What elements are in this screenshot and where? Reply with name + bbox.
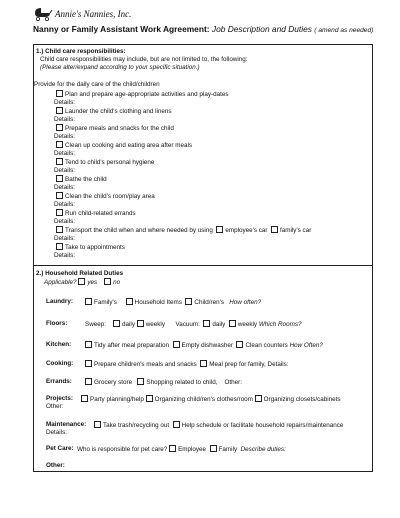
maintenance-options xyxy=(94,421,343,430)
task-label: Take to appointments xyxy=(65,244,125,251)
task-row xyxy=(56,141,192,150)
option-label: Clean counters xyxy=(245,342,288,349)
laundry-options xyxy=(85,298,261,307)
errands-options xyxy=(85,378,242,387)
option-label: Empty dishwasher xyxy=(181,342,233,349)
laundry-family-checkbox[interactable] xyxy=(85,298,92,305)
section1-heading: 1.) Child care responsibilities: xyxy=(36,48,126,55)
other-duties-label: Other: xyxy=(46,462,65,469)
cooking-options xyxy=(85,360,289,369)
projects-options xyxy=(81,395,341,404)
details-label: Details: xyxy=(54,201,75,208)
projects-clothes-checkbox[interactable] xyxy=(146,395,153,402)
option-label: Family's xyxy=(94,299,117,306)
applicable-row xyxy=(44,278,120,287)
task-checkbox[interactable] xyxy=(56,90,63,97)
title-italic: Job Description and Duties xyxy=(211,24,312,34)
sweep-daily-checkbox[interactable] xyxy=(113,320,120,327)
task-checkbox[interactable] xyxy=(56,209,63,216)
task-row xyxy=(56,107,172,116)
task-checkbox[interactable] xyxy=(56,192,63,199)
title-small: ( amend as needed) xyxy=(314,27,374,34)
option-label: Take trash/recycling out xyxy=(103,422,170,429)
section1-intro: Child care responsibilities may include, but are not limited to, the following: xyxy=(40,56,248,63)
yes-checkbox[interactable] xyxy=(78,278,85,285)
floors-options xyxy=(85,320,302,329)
sweep-weekly-checkbox[interactable] xyxy=(137,320,144,327)
details-label: Details: xyxy=(54,116,75,123)
option-label: weekly xyxy=(237,321,258,328)
option-label: Prepare children's meals and snacks xyxy=(94,361,197,368)
task-label: Bathe the child xyxy=(65,176,107,183)
employee-car-label: employee's car xyxy=(225,227,268,234)
task-checkbox[interactable] xyxy=(56,107,63,114)
logo-text: Annie's Nannies, Inc. xyxy=(55,9,132,19)
task-label: Prepare meals and snacks for the child xyxy=(65,125,174,132)
page-title xyxy=(33,24,373,34)
option-label: Employee xyxy=(178,446,207,453)
other-label: Other: xyxy=(224,379,242,386)
details-label: Details: xyxy=(54,167,75,174)
task-checkbox[interactable] xyxy=(56,158,63,165)
provide-for-text: Provide for the daily care of the child/children xyxy=(34,81,160,88)
no-label: no xyxy=(113,279,121,286)
applicable-label: Applicable? xyxy=(44,279,77,286)
baby-carriage-icon xyxy=(33,7,53,21)
details-label: Details: xyxy=(54,235,75,242)
no-checkbox[interactable] xyxy=(104,278,111,285)
maintenance-details-label: Details: xyxy=(46,429,67,436)
option-label: Tidy after meal preparation xyxy=(94,342,170,349)
family-car-checkbox[interactable] xyxy=(271,226,278,233)
task-label: Plan and prepare age-appropriate activities and play-dates xyxy=(65,91,229,98)
task-row xyxy=(56,192,155,201)
sweep-label: Sweep: xyxy=(85,321,107,328)
how-often-label: How often? xyxy=(229,299,262,306)
vacuum-daily-checkbox[interactable] xyxy=(203,320,210,327)
company-logo xyxy=(33,6,131,22)
kitchen-tidy-checkbox[interactable] xyxy=(85,341,92,348)
title-bold: Nanny or Family Assistant Work Agreement: xyxy=(33,24,210,34)
petcare-employee-checkbox[interactable] xyxy=(169,445,176,452)
task-row xyxy=(56,243,125,252)
vacuum-label: Vacuum: xyxy=(175,321,200,328)
option-label: Child/ren's xyxy=(194,299,224,306)
laundry-household-checkbox[interactable] xyxy=(126,298,133,305)
projects-other-label: Other: xyxy=(46,403,64,410)
option-label: Organizing closets/cabinets xyxy=(263,396,341,403)
task-checkbox[interactable] xyxy=(56,175,63,182)
task-label: Transport the child when and where needed by using xyxy=(65,227,213,234)
vacuum-weekly-checkbox[interactable] xyxy=(229,320,236,327)
task-row xyxy=(56,209,136,218)
errands-grocery-checkbox[interactable] xyxy=(85,378,92,385)
floors-label: Floors: xyxy=(46,320,68,327)
details-label: Details: xyxy=(54,150,75,157)
task-label: Tend to child's personal hygiene xyxy=(65,159,155,166)
option-label: Shopping related to child, xyxy=(146,379,218,386)
cooking-family-checkbox[interactable] xyxy=(200,360,207,367)
option-label: Household Items xyxy=(134,299,182,306)
projects-label: Projects: xyxy=(46,395,73,402)
maintenance-trash-checkbox[interactable] xyxy=(94,421,101,428)
task-checkbox[interactable] xyxy=(56,243,63,250)
kitchen-options xyxy=(85,341,323,350)
task-label: Clean the child's room/play area xyxy=(65,193,155,200)
cooking-children-checkbox[interactable] xyxy=(85,360,92,367)
petcare-label: Pet Care: xyxy=(46,445,74,452)
laundry-children-checkbox[interactable] xyxy=(185,298,192,305)
maintenance-label: Maintenance: xyxy=(46,421,87,428)
petcare-family-checkbox[interactable] xyxy=(210,445,217,452)
option-label: Meal prep for family, Details: xyxy=(209,361,289,368)
kitchen-label: Kitchen: xyxy=(46,341,72,348)
details-label: Details: xyxy=(54,184,75,191)
employee-car-checkbox[interactable] xyxy=(216,226,223,233)
task-checkbox[interactable] xyxy=(56,124,63,131)
task-row xyxy=(56,158,154,167)
section2-heading: 2.) Household Related Duties xyxy=(36,270,124,277)
yes-label: yes xyxy=(87,279,98,286)
task-checkbox[interactable] xyxy=(56,226,63,233)
which-rooms-label: Which Rooms? xyxy=(258,321,302,328)
task-row-transport xyxy=(56,226,311,235)
task-row xyxy=(56,124,174,133)
option-label: Grocery store xyxy=(94,379,133,386)
how-often-label: How Often? xyxy=(289,342,323,349)
errands-shopping-checkbox[interactable] xyxy=(137,378,144,385)
agreement-form xyxy=(33,44,373,472)
option-label: Organizing child/ren's clothes/room xyxy=(154,396,253,403)
details-label: Details: xyxy=(54,99,75,106)
section-divider xyxy=(34,265,372,266)
projects-closets-checkbox[interactable] xyxy=(255,395,262,402)
task-label: Run child-related errands xyxy=(65,210,136,217)
projects-party-checkbox[interactable] xyxy=(81,395,88,402)
task-row xyxy=(56,175,107,184)
maintenance-repairs-checkbox[interactable] xyxy=(173,421,180,428)
details-label: Details: xyxy=(54,133,75,140)
option-label: Family xyxy=(218,446,238,453)
details-label: Details: xyxy=(54,218,75,225)
option-label: daily xyxy=(212,321,226,328)
describe-duties-label: Describe duties: xyxy=(240,446,286,453)
family-car-label: family's car xyxy=(280,227,312,234)
option-label: Party planning/help xyxy=(90,396,144,403)
task-checkbox[interactable] xyxy=(56,141,63,148)
option-label: Help schedule or facilitate household repairs/maintenance xyxy=(181,422,344,429)
task-row xyxy=(56,90,228,99)
kitchen-dishwasher-checkbox[interactable] xyxy=(173,341,180,348)
petcare-question: Who is responsible for pet care? xyxy=(77,446,168,453)
kitchen-counters-checkbox[interactable] xyxy=(236,341,243,348)
details-label: Details: xyxy=(54,252,75,259)
option-label: weekly xyxy=(145,321,165,328)
petcare-options xyxy=(77,445,286,454)
section1-note: (Please alter/expand according to your specific situation.) xyxy=(40,64,200,71)
task-label: Launder the child's clothing and linens xyxy=(65,108,172,115)
cooking-label: Cooking: xyxy=(46,360,74,367)
task-label: Clean up cooking and eating area after meals xyxy=(65,142,193,149)
laundry-label: Laundry: xyxy=(46,298,73,305)
option-label: daily xyxy=(122,321,135,328)
errands-label: Errands: xyxy=(46,378,72,385)
